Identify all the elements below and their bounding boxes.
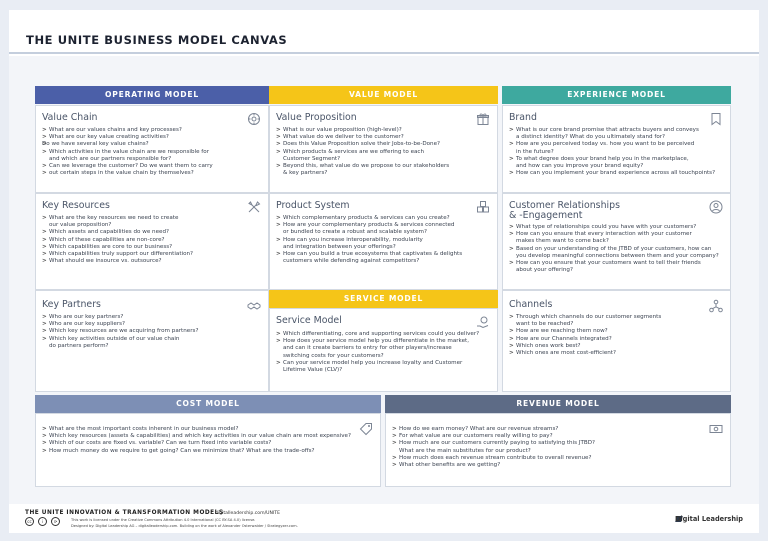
list-item: > Which activities in the value chain are we responsible for [42, 149, 262, 156]
service-model-title: Service Model [276, 315, 342, 326]
brand-list [509, 127, 724, 177]
license-line-1: This work is licensed under the Creative Commons Attribution 4.0 International (CC BY-SA 4.0) license. [71, 518, 256, 522]
canvas-sheet [9, 10, 759, 533]
value-chain-block [35, 105, 269, 193]
channels-title: Channels [509, 299, 553, 310]
brand-title: Brand [509, 112, 537, 123]
key-resources-list [42, 215, 262, 265]
service-model-block [269, 308, 498, 392]
tools-icon [247, 200, 261, 214]
list-item: > What are our values chains and key processes? [42, 127, 262, 134]
service-model-list [276, 331, 491, 374]
list-item: > How can you ensure that your customers want to tell their friends [509, 260, 724, 267]
list-item: > Can we leverage the customer? Do we want them to carry [42, 163, 262, 170]
list-item: you develop meaningful connections between them and your company? [516, 252, 719, 259]
revenue-model-block [385, 413, 731, 487]
list-item: > How are our Channels integrated? [509, 336, 724, 343]
page-title: THE UNITE BUSINESS MODEL CANVAS [26, 33, 288, 47]
list-item: What are the main substitutes for our product? [399, 447, 531, 454]
list-item: > Does this Value Proposition solve their Jobs-to-be-Done? [276, 141, 491, 148]
footer-title: THE UNITE INNOVATION & TRANSFORMATION MODELS [25, 510, 224, 516]
list-item: > What is our core brand promise that attracts buyers and conveys [509, 127, 724, 134]
list-item: > out certain steps in the value chain by themselves? [42, 170, 262, 177]
list-item: Customer Segment? [283, 155, 341, 162]
list-item: > Which key resources (assets & capabilities) and which key activities in our value chain are most expensive? [42, 433, 374, 440]
cost-model-list [42, 426, 374, 455]
list-item: > Which of our costs are fixed vs. variable? Can we turn fixed into variable costs? [42, 440, 374, 447]
list-item: > Can your service model help you increase loyalty and Customer [276, 360, 491, 367]
product-system-title: Product System [276, 200, 350, 211]
list-item: > What are the key resources we need to create [42, 215, 262, 222]
list-item: > Which capabilities truly support our differentiation? [42, 251, 262, 258]
list-item: > For what value are our customers really willing to pay? [392, 433, 724, 440]
sa-icon: ⟳ [51, 517, 60, 526]
cost-model-block [35, 413, 381, 487]
list-item: > Who are our key suppliers? [42, 321, 262, 328]
list-item: > Based on your understanding of the JTBD of your customers, how can [509, 246, 724, 253]
list-item: > What are our key value creating activities? [42, 134, 262, 141]
customer-relationships-title: Customer Relationships [509, 200, 620, 211]
brand-name: Digital Leadership [674, 515, 743, 523]
user-icon [709, 200, 723, 214]
license-line-2: Designed by: Digital Leadership AG – digitalleadership.com. Building on the work of Alexander Osterwalder / Strategyzer.com. [71, 523, 298, 528]
list-item: a distinct identity? What do you ultimately stand for? [516, 134, 666, 141]
key-partners-list [42, 314, 262, 350]
list-item: > Which ones are most cost-efficient? [509, 350, 724, 357]
list-item: > Which products & services are we offering to each [276, 149, 491, 156]
list-item: and how can you improve your brand equity? [516, 163, 644, 170]
list-item: > How can you build a true ecosystems that captivates & delights [276, 251, 491, 258]
list-item: > Which capabilities are core to our business? [42, 244, 262, 251]
list-item: customers while defending against competitors? [283, 258, 420, 265]
product-system-block [269, 193, 498, 290]
value-chain-title: Value Chain [42, 112, 98, 123]
list-item: > What should we insource vs. outsource? [42, 258, 262, 265]
list-item: > How much are our customers currently paying to satisfying this JTBD? [392, 440, 724, 447]
value-chain-list [42, 127, 262, 177]
list-item: and which are our partners responsible for? [49, 155, 172, 162]
customer-relationships-list [509, 224, 724, 274]
product-system-list [276, 215, 491, 265]
license-text [71, 518, 298, 529]
list-item: > Which differentiating, core and supporting services could you deliver? [276, 331, 491, 338]
revenue-model-header: REVENUE MODEL [385, 395, 731, 413]
customer-relationships-block [502, 193, 731, 290]
list-item: > Do we have several key value chains? [42, 141, 262, 148]
by-icon: i [38, 517, 47, 526]
list-item: > How much money do we require to get going? Can we minimize that? What are the trade-offs? [42, 448, 374, 455]
list-item: our value proposition? [49, 222, 112, 229]
network-icon [709, 299, 723, 313]
channels-block [502, 290, 731, 392]
globe-gear-icon [247, 112, 261, 126]
key-partners-title: Key Partners [42, 299, 101, 310]
list-item: and can it create barriers to entry for other players/increase [283, 345, 452, 352]
channels-list [509, 314, 724, 357]
title-band [9, 10, 759, 54]
list-item: do partners perform? [49, 342, 109, 349]
list-item: > Which key resources are we acquiring from partners? [42, 328, 262, 335]
operating-model-header: OPERATING MODEL [35, 86, 269, 104]
list-item: > Through which channels do our customer segments [509, 314, 724, 321]
list-item: Lifetime Value (CLV)? [283, 367, 343, 374]
key-partners-block [35, 290, 269, 392]
brand-block [502, 105, 731, 193]
list-item: > How are your complementary products & services connected [276, 222, 491, 229]
list-item: > How does your service model help you differentiate in the market, [276, 338, 491, 345]
list-item: > What type of relationships could you have with your customers? [509, 224, 724, 231]
list-item: > What value do we deliver to the customer? [276, 134, 491, 141]
value-proposition-block [269, 105, 498, 193]
list-item: > How are we reaching them now? [509, 328, 724, 335]
experience-model-header: EXPERIENCE MODEL [502, 86, 731, 104]
list-item: in the future? [516, 148, 554, 155]
revenue-model-list [392, 426, 724, 469]
footer [9, 504, 759, 533]
list-item: > How much does each revenue stream contribute to overall revenue? [392, 455, 724, 462]
list-item: > Which assets and capabilities do we need? [42, 229, 262, 236]
list-item: > Which ones work best? [509, 343, 724, 350]
list-item: > What is our value proposition (high-level)? [276, 127, 491, 134]
list-item: & key partners? [283, 170, 328, 177]
cost-model-header: COST MODEL [35, 395, 381, 413]
gift-icon [476, 112, 490, 126]
list-item: > Beyond this, what value do we propose to our stakeholders [276, 163, 491, 170]
list-item: > How are you perceived today vs. how you want to be perceived [509, 141, 724, 148]
service-model-header: SERVICE MODEL [269, 290, 498, 308]
list-item: > How do we earn money? What are our revenue streams? [392, 426, 724, 433]
customer-relationships-subtitle: & -Engagement [509, 210, 583, 221]
list-item: > Which of these capabilities are non-core? [42, 237, 262, 244]
list-item: about your offering? [516, 267, 573, 274]
list-item: > Which key activities outside of our value chain [42, 336, 262, 343]
list-item: > How can you implement your brand experience across all touchpoints? [509, 170, 724, 177]
list-item: makes them want to come back? [516, 238, 609, 245]
list-item: want to be reached? [516, 321, 574, 328]
list-item: > What other benefits are we getting? [392, 462, 724, 469]
value-model-header: VALUE MODEL [269, 86, 498, 104]
key-resources-title: Key Resources [42, 200, 110, 211]
list-item: and integration between your offerings? [283, 243, 396, 250]
list-item: > To what degree does your brand help you in the marketplace, [509, 156, 724, 163]
list-item: > Who are our key partners? [42, 314, 262, 321]
value-proposition-list [276, 127, 491, 177]
list-item: > How can you ensure that every interaction with your customer [509, 231, 724, 238]
list-item: > What are the most important costs inherent in our business model? [42, 426, 374, 433]
key-resources-block [35, 193, 269, 290]
hand-service-icon [476, 315, 490, 329]
list-item: switching costs for your customers? [283, 352, 384, 359]
list-item: > How can you increase interoperability, modularity [276, 237, 491, 244]
value-proposition-title: Value Proposition [276, 112, 357, 123]
footer-url[interactable]: digitalleadership.com/UNITE [215, 510, 281, 516]
boxes-icon [476, 200, 490, 214]
bookmark-icon [709, 112, 723, 126]
list-item: or bundled to create a robust and scalable system? [283, 229, 427, 236]
cc-icon: cc [25, 517, 34, 526]
list-item: > Which complementary products & services can you create? [276, 215, 491, 222]
handshake-icon [247, 299, 261, 313]
